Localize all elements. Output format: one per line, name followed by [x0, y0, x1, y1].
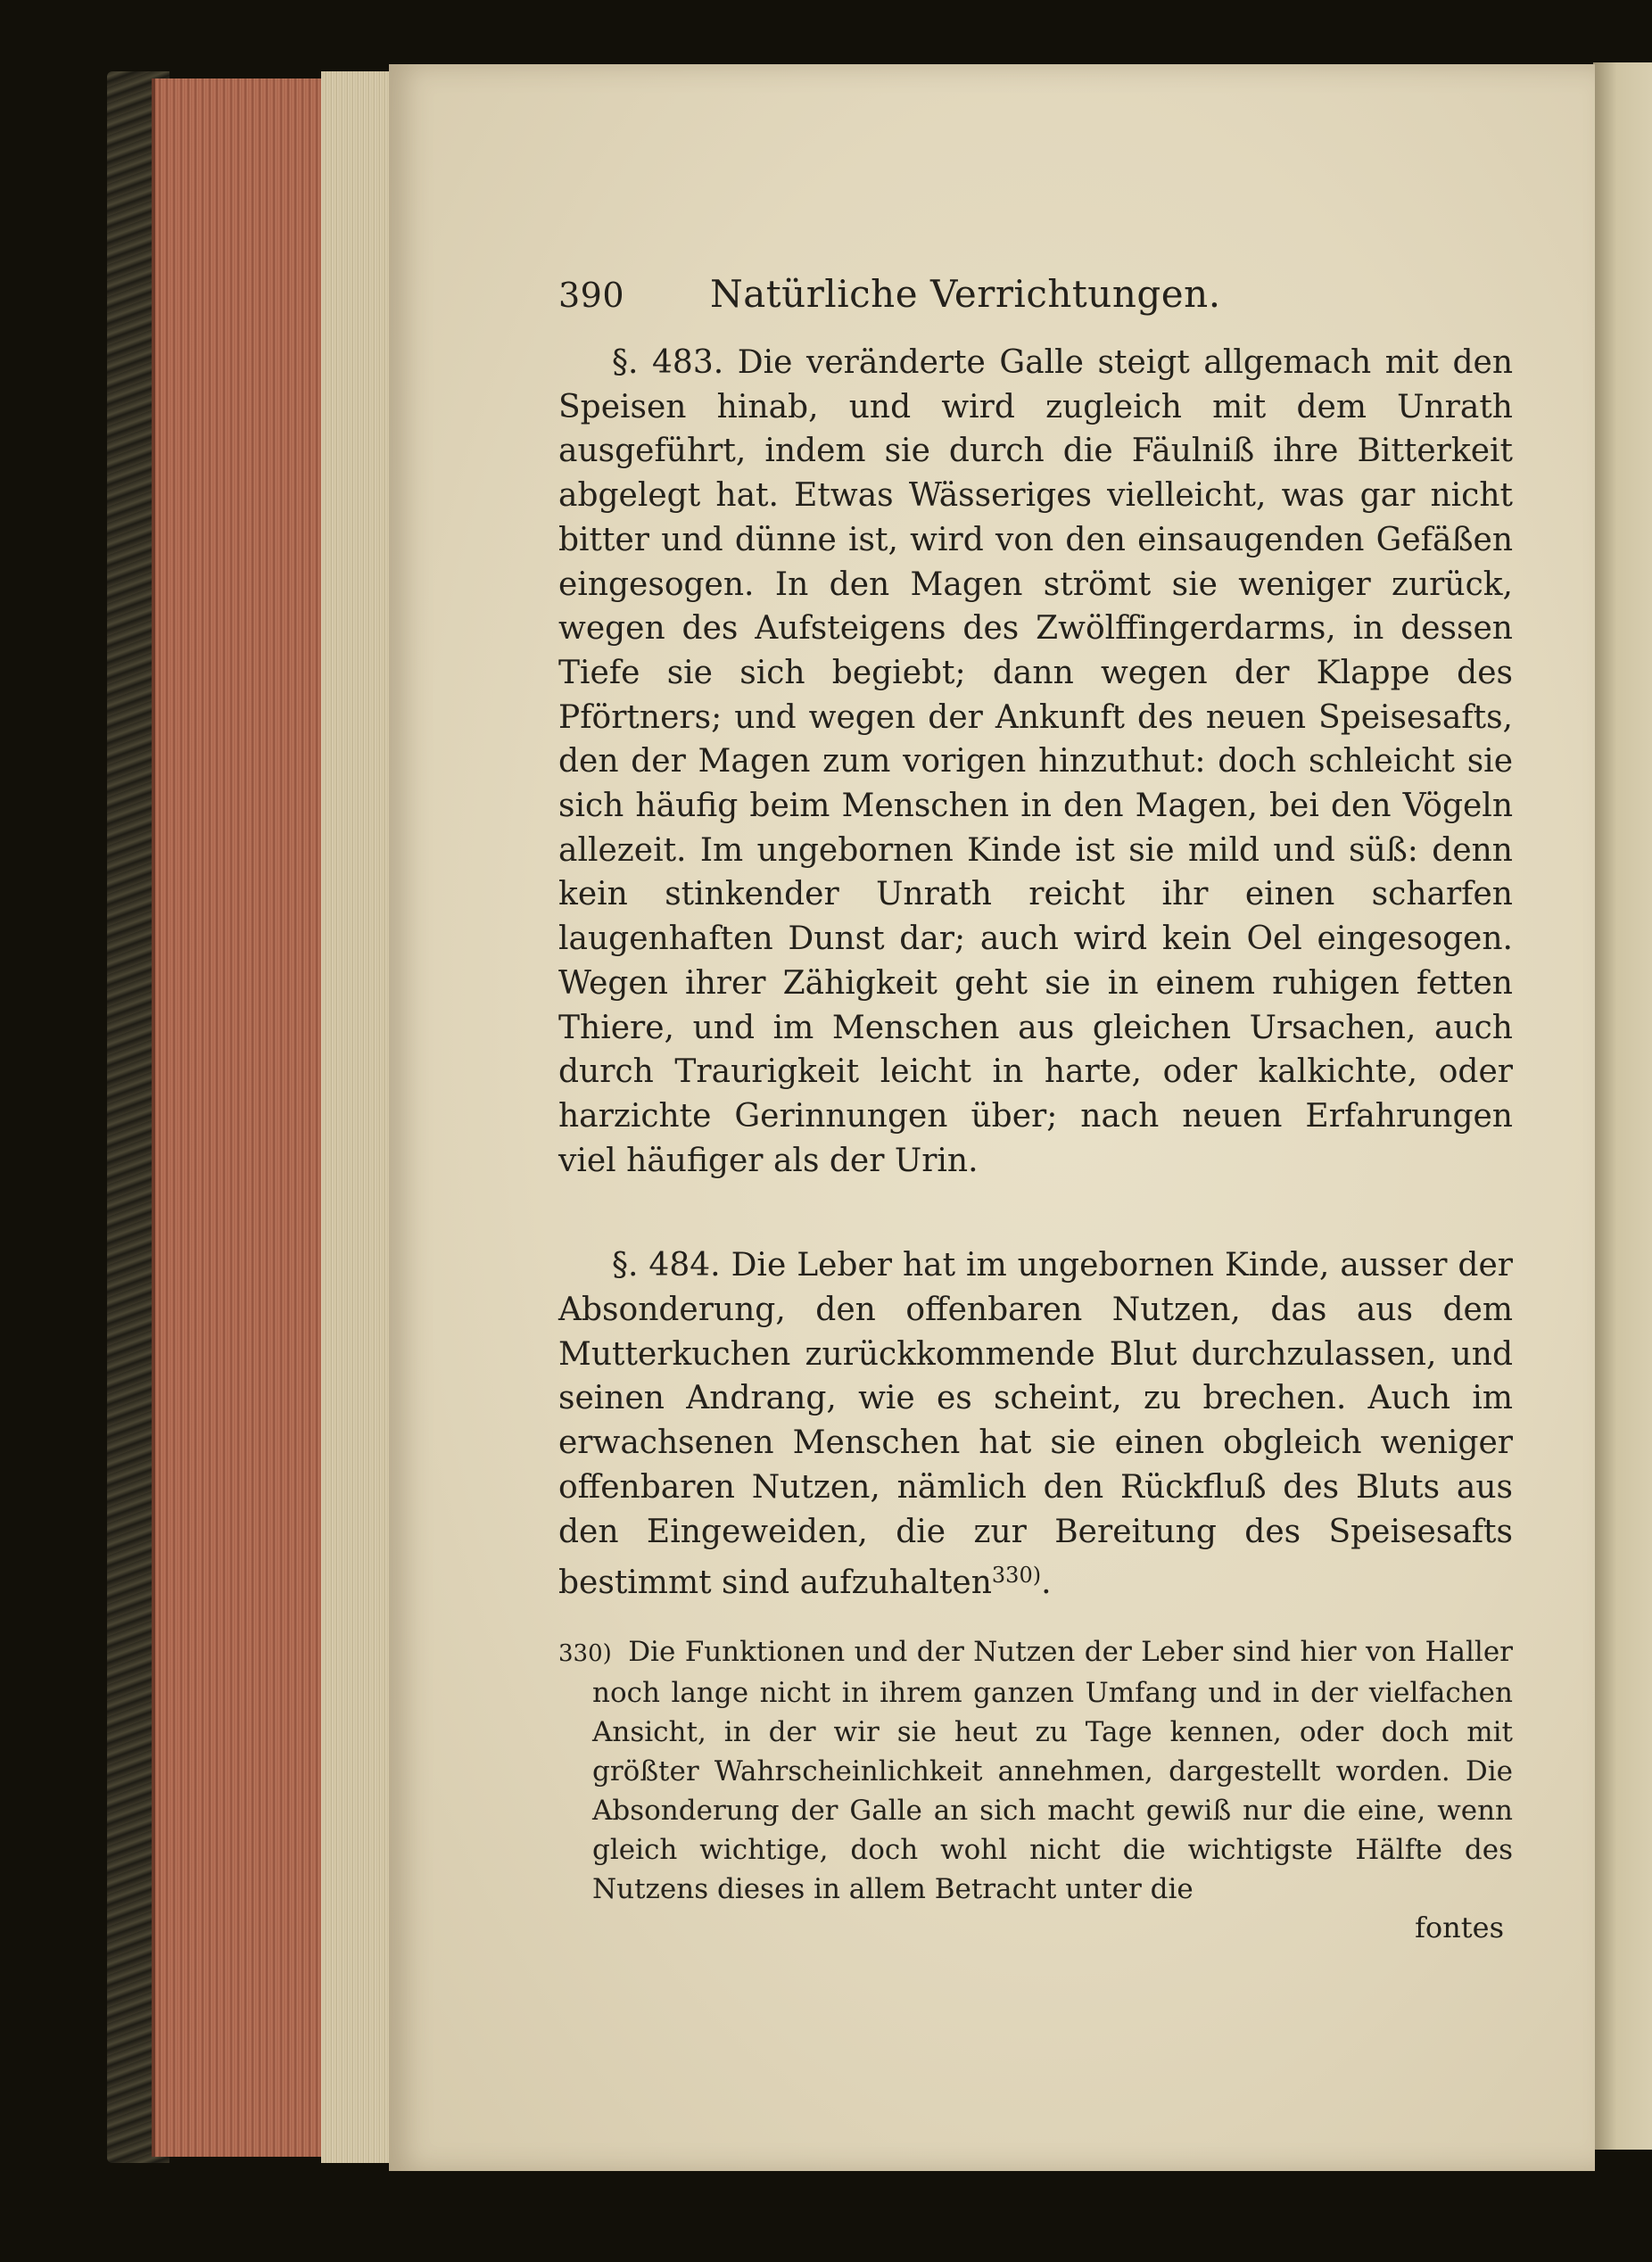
section-number: §. 484. — [612, 1247, 721, 1284]
paragraph-484: §. 484. Die Leber hat im ungebornen Kinde, ausser der Absonderung, den offenbaren Nutzen, das aus dem Mutterkuchen zurückkommende Blut durchzulassen, und seinen Andrang, wie es scheint, zu brechen. Auch im erwachsenen Menschen hat sie einen obgleich weniger offenbaren Nutzen, nämlich den Rückfluß des Bluts aus den Eingeweiden, die zur Bereitung des Speisesafts bestimmt sind aufzuhalten$^{330)}$. — [558, 1247, 1513, 1602]
footnote-mark: 330) — [558, 1639, 612, 1667]
page-text — [558, 272, 1513, 1944]
paragraph-text: Die veränderte Galle steigt allgemach mit den Speisen hinab, und wird zugleich mit dem Unrath ausgeführt, indem sie durch die Fäulniß ihre Bitterkeit abgelegt hat. Etwas Wässeriges vielleicht, was gar nicht bitter und dünne ist, wird von den einsaugenden Gefäßen eingesogen. In den Magen strömt sie weniger zurück, wegen des Aufsteigens des Zwölffingerdarms, in dessen Tiefe sie sich begiebt; dann wegen der Klappe des Pförtners; und wegen der Ankunft des neuen Speisesafts, den der Magen zum vorigen hinzuthut: doch schleicht sie sich häufig beim Menschen in den Magen, bei den Vögeln allezeit. Im ungebornen Kinde ist sie mild und süß: denn kein stinkender Unrath reicht ihr einen scharfen laugenhaften Dunst dar; auch wird kein Oel eingesogen. Wegen ihrer Zähigkeit geht sie in einem ruhigen fetten Thiere, und im Menschen aus gleichen Ursachen, auch durch Traurigkeit leicht in harte, oder kalkichte, oder harzichte Gerinnungen über; nach neuen Erfahrungen viel häufiger als der Urin. — [558, 344, 1513, 1179]
running-head — [558, 272, 1513, 316]
footnote-reference: 330) — [991, 1563, 1042, 1589]
footnote-text: Die Funktionen und der Nutzen der Leber sind hier von Haller noch lange nicht in ihrem ganzen Umfang und in der vielfachen Ansicht, in der wir sie heut zu Tage kennen, oder doch mit größter Wahrscheinlichkeit annehmen, dargestellt worden. Die Absonderung der Galle an sich macht gewiß nur die eine, wenn gleich wichtige, doch wohl nicht die wichtigste Hälfte des Nutzens dieses in allem Betracht unter die — [592, 1635, 1514, 1905]
paragraph-text: Die Leber hat im ungebornen Kinde, ausser der Absonderung, den offenbaren Nutzen, das aus dem Mutterkuchen zurückkommende Blut durchzulassen, und seinen Andrang, wie es scheint, zu brechen. Auch im erwachsenen Menschen hat sie einen obgleich weniger offenbaren Nutzen, nämlich den Rückfluß des Bluts aus den Eingeweiden, die zur Bereitung des Speisesafts bestimmt sind aufzuhalten — [558, 1247, 1513, 1602]
running-head-title: Natürliche Verrichtungen. — [710, 272, 1221, 316]
page-edges — [152, 78, 334, 2157]
catchword: fontes — [1415, 1910, 1504, 1944]
footnote — [558, 1632, 1513, 1909]
section-number: §. 483. — [612, 344, 724, 381]
page-edges-inner — [321, 71, 392, 2163]
page-number: 390 — [558, 276, 625, 315]
facing-page-edge — [1593, 62, 1652, 2150]
paragraph-483 — [558, 341, 1513, 1183]
